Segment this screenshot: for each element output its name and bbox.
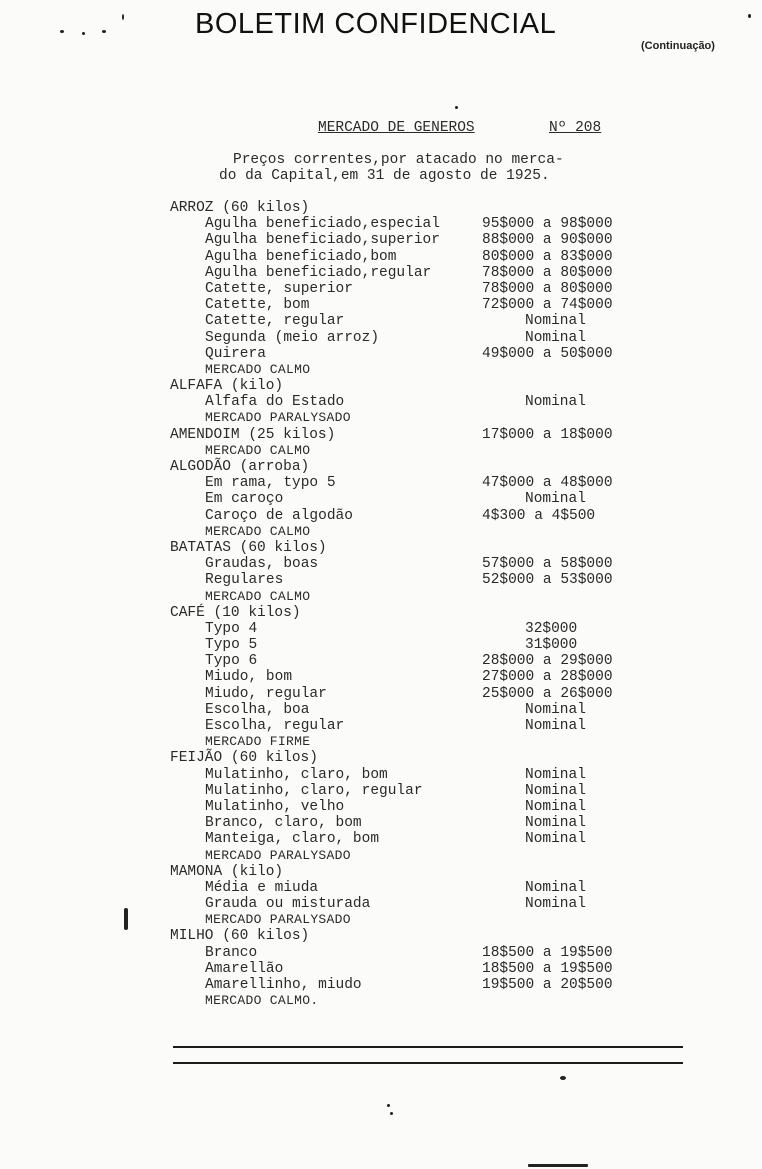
commodity-name: BATATAS (60 kilos) — [170, 539, 327, 556]
item-name: Typo 6 — [205, 653, 258, 670]
commodity-heading — [170, 750, 660, 766]
market-status — [170, 912, 660, 928]
item-name: Graudas, boas — [205, 556, 319, 573]
price-row — [170, 281, 660, 297]
price-row — [170, 945, 660, 961]
price-row — [170, 815, 660, 831]
item-name: Segunda (meio arroz) — [205, 329, 380, 346]
item-name: Escolha, regular — [205, 718, 345, 734]
commodity-name: AMENDOIM (25 kilos) — [170, 426, 336, 443]
item-name: Agulha beneficiado,bom — [205, 248, 397, 265]
item-price: 47$000 a 48$000 — [482, 475, 613, 492]
price-row — [170, 653, 660, 669]
item-name: Agulha beneficiado,regular — [205, 264, 432, 281]
intro-line: Preços correntes,por atacado no merca- — [233, 152, 564, 168]
commodity-name: FEIJÃO (60 kilos) — [170, 750, 318, 767]
price-row — [170, 767, 660, 783]
price-row — [170, 508, 660, 524]
item-price: 78$000 a 80$000 — [482, 264, 613, 281]
price-row — [170, 686, 660, 702]
market-status — [170, 410, 660, 426]
item-name: Agulha beneficiado,especial — [205, 216, 440, 233]
price-row — [170, 297, 660, 313]
item-name: Branco, claro, bom — [205, 815, 362, 832]
continuation-note: (Continuação) — [641, 40, 715, 52]
price-row — [170, 572, 660, 588]
item-price: 25$000 a 26$000 — [482, 685, 613, 702]
scan-speck — [124, 908, 128, 930]
price-row — [170, 669, 660, 685]
commodity-name: MAMONA (kilo) — [170, 863, 284, 880]
scan-speck — [455, 106, 458, 109]
item-price: 95$000 a 98$000 — [482, 216, 613, 233]
price-row — [170, 394, 660, 410]
market-status — [170, 589, 660, 605]
item-name: Catette, superior — [205, 280, 353, 297]
item-price: 18$500 a 19$500 — [482, 960, 613, 977]
item-name: Typo 4 — [205, 620, 258, 637]
scan-speck — [528, 1164, 588, 1167]
scan-speck — [390, 1112, 393, 1115]
scan-speck — [82, 32, 85, 35]
item-price: Nominal — [525, 701, 586, 718]
market-status-text: MERCADO CALMO — [205, 361, 311, 377]
price-row — [170, 621, 660, 637]
scan-speck — [102, 30, 106, 33]
section-title: MERCADO DE GENEROS — [318, 120, 475, 136]
item-price: 18$500 a 19$500 — [482, 944, 613, 961]
item-price: Nominal — [525, 815, 586, 832]
commodity-heading — [170, 605, 660, 621]
price-row — [170, 491, 660, 507]
intro-paragraph — [219, 152, 564, 184]
item-price: 27$000 a 28$000 — [482, 669, 613, 686]
rule-line — [173, 1062, 683, 1064]
commodity-name: CAFÉ (10 kilos) — [170, 604, 301, 621]
item-name: Catette, bom — [205, 297, 310, 314]
market-status-text: MERCADO CALMO — [205, 523, 311, 539]
item-price: Nominal — [525, 394, 586, 411]
commodity-name: ARROZ (60 kilos) — [170, 200, 310, 216]
scan-speck — [387, 1104, 390, 1107]
price-row — [170, 265, 660, 281]
item-name: Amarellão — [205, 960, 284, 977]
scan-speck — [560, 1076, 566, 1080]
item-name: Em caroço — [205, 491, 284, 508]
item-name: Média e miuda — [205, 879, 319, 896]
commodity-name: ALGODÃO (arroba) — [170, 459, 310, 475]
price-listing — [170, 200, 660, 1009]
item-name: Branco — [205, 944, 258, 961]
item-price: 31$000 — [525, 637, 578, 654]
item-name: Mulatinho, velho — [205, 798, 345, 815]
item-price: 57$000 a 58$000 — [482, 556, 613, 573]
commodity-price: 17$000 a 18$000 — [482, 426, 613, 443]
bulletin-title: BOLETIM CONFIDENCIAL — [195, 8, 557, 40]
commodity-heading — [170, 427, 660, 443]
price-row — [170, 702, 660, 718]
item-name: Miudo, regular — [205, 685, 327, 702]
price-row — [170, 313, 660, 329]
item-price: Nominal — [525, 831, 586, 848]
price-row — [170, 799, 660, 815]
item-price: 32$000 — [525, 620, 578, 637]
item-price: 4$300 a 4$500 — [482, 507, 596, 524]
item-price: Nominal — [525, 879, 586, 896]
item-price: Nominal — [525, 798, 586, 815]
commodity-heading — [170, 864, 660, 880]
item-name: Amarellinho, miudo — [205, 977, 362, 993]
item-price: 72$000 a 74$000 — [482, 297, 613, 314]
item-name: Caroço de algodão — [205, 507, 353, 524]
market-status-text: MERCADO CALMO — [205, 588, 311, 604]
item-name: Mulatinho, claro, regular — [205, 782, 423, 799]
item-name: Miudo, bom — [205, 669, 293, 686]
price-row — [170, 249, 660, 265]
item-price: 52$000 a 53$000 — [482, 572, 613, 589]
scan-speck — [60, 30, 64, 33]
market-status — [170, 993, 660, 1009]
item-price: Nominal — [525, 896, 586, 913]
commodity-heading — [170, 200, 660, 216]
item-name: Mulatinho, claro, bom — [205, 766, 388, 783]
scan-speck — [748, 14, 751, 18]
price-row — [170, 783, 660, 799]
price-row — [170, 637, 660, 653]
market-status — [170, 443, 660, 459]
commodity-heading — [170, 928, 660, 944]
price-row — [170, 475, 660, 491]
market-status-text: MERCADO FIRME — [205, 734, 311, 750]
item-name: Grauda ou misturada — [205, 896, 371, 913]
item-price: 80$000 a 83$000 — [482, 248, 613, 265]
commodity-heading — [170, 378, 660, 394]
rule-line — [173, 1046, 683, 1048]
item-name: Regulares — [205, 572, 284, 589]
commodity-name: ALFAFA (kilo) — [170, 378, 284, 395]
intro-line: do da Capital,em 31 de agosto de 1925. — [219, 168, 550, 184]
price-row — [170, 556, 660, 572]
market-status — [170, 848, 660, 864]
item-name: Typo 5 — [205, 637, 258, 654]
market-status — [170, 734, 660, 750]
item-price: Nominal — [525, 491, 586, 508]
commodity-name: MILHO (60 kilos) — [170, 928, 310, 945]
item-price: 49$000 a 50$000 — [482, 345, 613, 362]
market-status-text: MERCADO CALMO — [205, 442, 311, 458]
market-status — [170, 524, 660, 540]
item-price: 88$000 a 90$000 — [482, 232, 613, 249]
price-row — [170, 896, 660, 912]
item-name: Alfafa do Estado — [205, 394, 345, 411]
item-price: Nominal — [525, 718, 586, 734]
item-price: Nominal — [525, 329, 586, 346]
price-row — [170, 216, 660, 232]
price-row — [170, 232, 660, 248]
price-row — [170, 718, 660, 734]
item-name: Catette, regular — [205, 313, 345, 330]
item-price: Nominal — [525, 782, 586, 799]
item-price: 78$000 a 80$000 — [482, 280, 613, 297]
price-row — [170, 330, 660, 346]
market-status-text: MERCADO PARALYSADO — [205, 847, 351, 863]
section-number: Nº 208 — [549, 120, 602, 136]
item-price: 19$500 a 20$500 — [482, 977, 613, 993]
commodity-heading — [170, 459, 660, 475]
item-price: Nominal — [525, 313, 586, 330]
item-name: Agulha beneficiado,superior — [205, 232, 440, 249]
commodity-heading — [170, 540, 660, 556]
item-name: Escolha, boa — [205, 701, 310, 718]
price-row — [170, 977, 660, 993]
item-price: Nominal — [525, 766, 586, 783]
item-name: Em rama, typo 5 — [205, 475, 336, 492]
price-row — [170, 961, 660, 977]
item-name: Manteiga, claro, bom — [205, 831, 380, 848]
market-status-text: MERCADO PARALYSADO — [205, 410, 351, 426]
price-row — [170, 880, 660, 896]
market-status-text: MERCADO CALMO. — [205, 993, 319, 1009]
market-status — [170, 362, 660, 378]
price-row — [170, 831, 660, 847]
market-status-text: MERCADO PARALYSADO — [205, 912, 351, 928]
price-row — [170, 346, 660, 362]
item-name: Quirera — [205, 345, 266, 362]
scan-speck — [122, 14, 124, 20]
item-price: 28$000 a 29$000 — [482, 653, 613, 670]
